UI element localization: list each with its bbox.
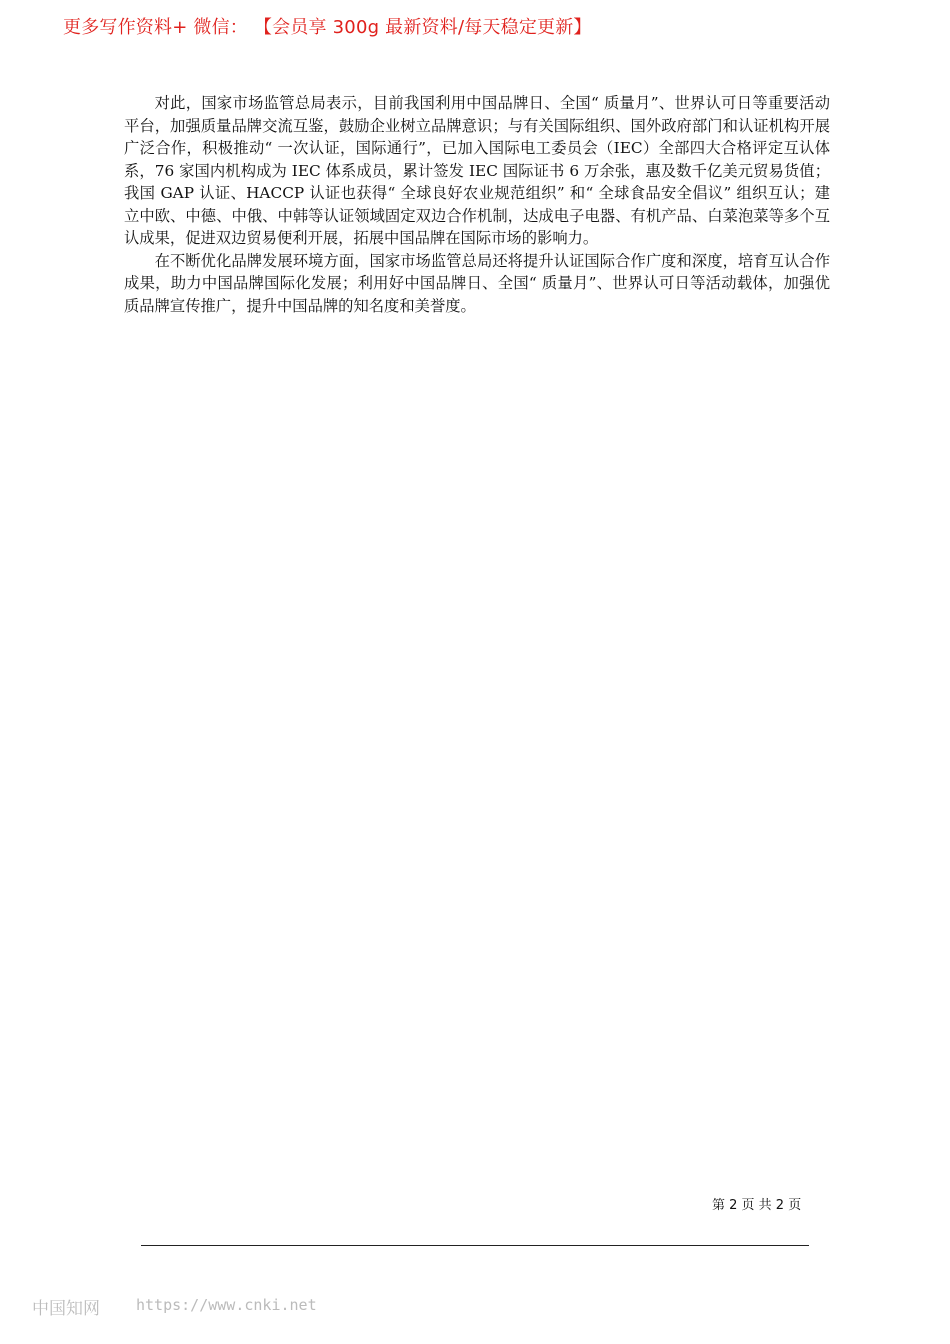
article-body: [124, 92, 830, 317]
page-number: 第 2 页 共 2 页: [712, 1198, 802, 1213]
promo-banner: 更多写作资料+ 微信： 【会员享 300g 最新资料/每天稳定更新】: [63, 17, 592, 38]
article-paragraph: 在不断优化品牌发展环境方面，国家市场监管总局还将提升认证国际合作广度和深度，培育互认合作成果，助力中国品牌国际化发展；利用好中国品牌日、全国“ 质量月”、世界认可日等活动载体，加强优质品牌宣传推广，提升中国品牌的知名度和美誉度。: [124, 251, 830, 315]
article-paragraph: 对此，国家市场监管总局表示，目前我国利用中国品牌日、全国“ 质量月”、世界认可日等重要活动平台，加强质量品牌交流互鉴，鼓励企业树立品牌意识；与有关国际组织、国外政府部门和认证机构开展广泛合作，积极推动“ 一次认证，国际通行”，已加入国际电工委员会（IEC）全部四大合格评定互认体系，76 家国内机构成为 IEC 体系成员，累计签发 IEC 国际证书 6 万余张，惠及数千亿美元贸易货值；我国 GAP 认证、HACCP 认证也获得“ 全球良好农业规范组织” 和“ 全球食品安全倡议” 组织互认；建立中欧、中德、中俄、中韩等认证领域固定双边合作机制，达成电子电器、有机产品、白菜泡菜等多个互认成果，促进双边贸易便利开展，拓展中国品牌在国际市场的影响力。: [124, 94, 830, 247]
cnki-watermark-logo: 中国知网: [32, 1299, 100, 1319]
footer-divider: [141, 1245, 809, 1246]
cnki-watermark-url: https://www.cnki.net: [136, 1296, 317, 1314]
